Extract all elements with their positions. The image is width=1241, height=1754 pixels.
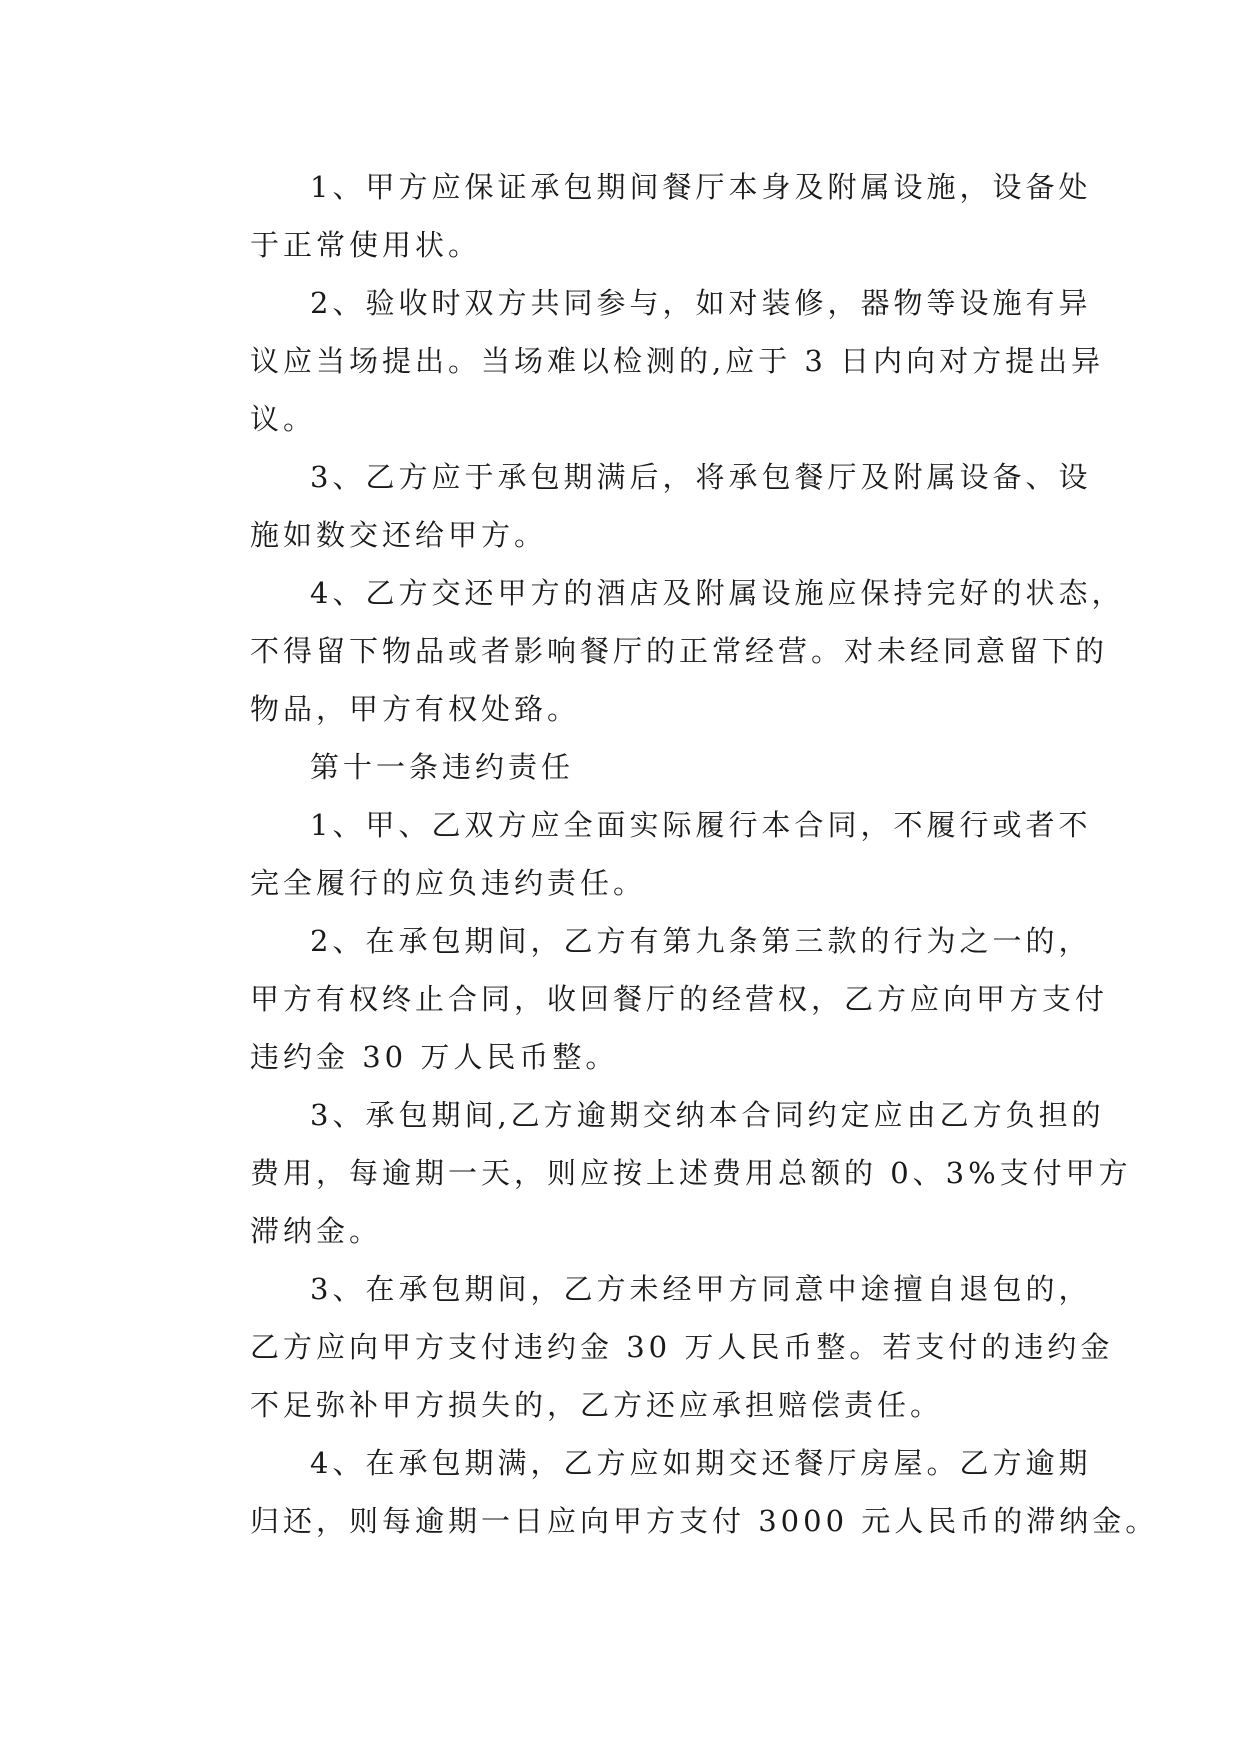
text-line: 1、甲、乙双方应全面实际履行本合同，不履行或者不 [310, 808, 1092, 842]
text-line: 2、验收时双方共同参与，如对装修，器物等设施有异 [310, 286, 1092, 320]
text-line: 不得留下物品或者影响餐厅的正常经营。对未经同意留下的 [250, 634, 1109, 668]
text-line: 甲方有权终止合同，收回餐厅的经营权，乙方应向甲方支付 [250, 982, 1109, 1016]
clause-paragraph-4 [190, 564, 1125, 738]
text-line: 不足弥补甲方损失的，乙方还应承担赔偿责任。 [250, 1388, 944, 1422]
text-line: 4、乙方交还甲方的酒店及附属设施应保持完好的状态， [310, 576, 1125, 610]
text-line: 议应当场提出。当场难以检测的,应于 3 日内向对方提出异 [250, 344, 1105, 378]
text-line: 2、在承包期间，乙方有第九条第三款的行为之一的， [310, 924, 1092, 958]
clause-paragraph-6 [190, 912, 1109, 1086]
clause-paragraph-2 [190, 274, 1105, 448]
clause-paragraph-1 [190, 158, 1092, 274]
clause-paragraph-7 [190, 1086, 1132, 1260]
clause-paragraph-5 [190, 796, 1092, 912]
text-line: 乙方应向甲方支付违约金 30 万人民币整。若支付的违约金 [250, 1330, 1114, 1364]
section-heading-text: 第十一条违约责任 [310, 750, 575, 784]
text-line: 滞纳金。 [250, 1214, 383, 1248]
text-line: 于正常使用状。 [250, 228, 482, 262]
document-body [190, 158, 1159, 1550]
text-line: 3、承包期间,乙方逾期交纳本合同约定应由乙方负担的 [310, 1098, 1105, 1132]
text-line: 完全履行的应负违约责任。 [250, 866, 647, 900]
text-line: 物品，甲方有权处臵。 [250, 692, 581, 726]
text-line: 议。 [250, 402, 317, 436]
text-line: 1、甲方应保证承包期间餐厅本身及附属设施，设备处 [310, 170, 1092, 204]
text-line: 归还，则每逾期一日应向甲方支付 3000 元人民币的滞纳金。 [250, 1504, 1159, 1538]
clause-paragraph-8 [190, 1260, 1114, 1434]
section-heading [190, 738, 1060, 796]
clause-paragraph-3 [190, 448, 1092, 564]
clause-paragraph-9 [190, 1434, 1159, 1550]
text-line: 费用，每逾期一天，则应按上述费用总额的 0、3%支付甲方 [250, 1156, 1132, 1190]
text-line: 施如数交还给甲方。 [250, 518, 548, 552]
text-line: 违约金 30 万人民币整。 [250, 1040, 619, 1074]
text-line: 3、在承包期间，乙方未经甲方同意中途擅自退包的， [310, 1272, 1092, 1306]
text-line: 3、乙方应于承包期满后，将承包餐厅及附属设备、设 [310, 460, 1092, 494]
text-line: 4、在承包期满，乙方应如期交还餐厅房屋。乙方逾期 [310, 1446, 1092, 1480]
